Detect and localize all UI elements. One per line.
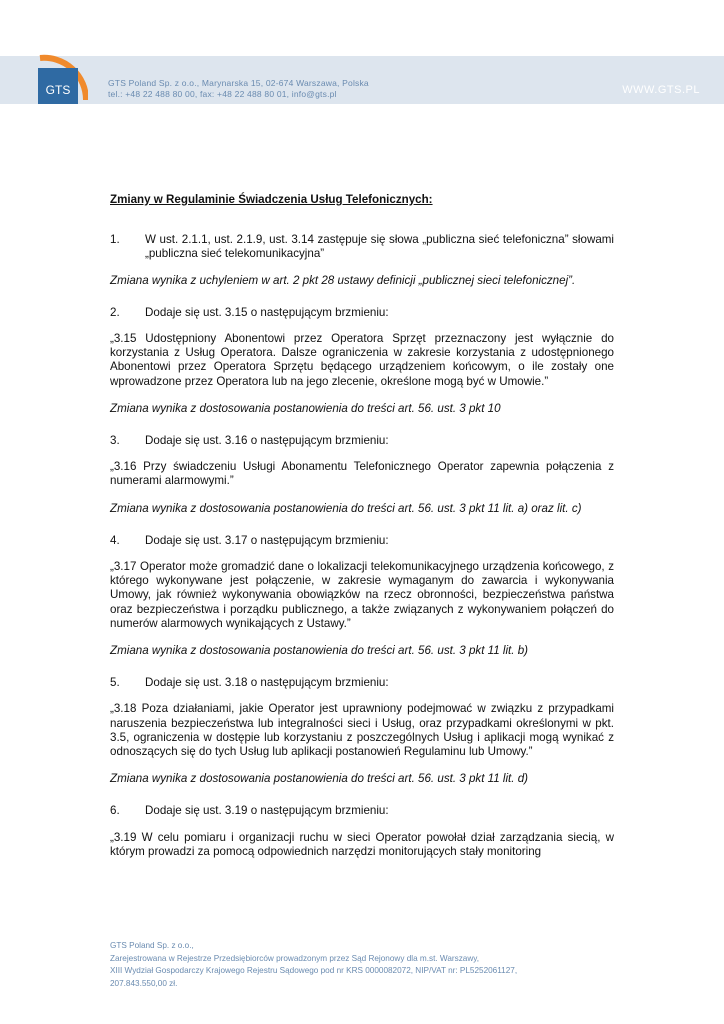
item-quote: „3.17 Operator może gromadzić dane o lokalizacji telekomunikacyjnego urządzenia końcowego, z którego wykonywane jest połączenie, w zakresie wymaganym do zawarcia i wykonywania Umowy, jak również wykonywania obowiązków na rzecz obronności, bezpieczeństwa państwa oraz bezpieczeństwa i porządku publicznego, a także związanych z wykonywaniem połączeń do numerów alarmowych wynikających z Ustawy.” [110,560,614,630]
item-text: Dodaje się ust. 3.18 o następującym brzmieniu: [145,676,389,690]
website-link[interactable]: WWW.GTS.PL [622,84,700,96]
item-note: Zmiana wynika z uchyleniem w art. 2 pkt 28 ustawy definicji „publicznej sieci telefonicznej”. [110,273,576,287]
change-item [110,434,614,516]
footer-company: GTS Poland Sp. z o.o., [110,941,194,950]
item-text: Dodaje się ust. 3.17 o następującym brzmieniu: [145,533,389,547]
item-quote: „3.16 Przy świadczeniu Usługi Abonamentu Telefonicznego Operator zapewnia połączenia z numerami alarmowymi.” [110,460,614,488]
item-number: 4. [110,533,120,547]
page-title: Zmiany w Regulaminie Świadczenia Usług Telefonicznych: [110,193,433,206]
item-heading [110,804,614,818]
item-heading [110,534,614,548]
item-text: Dodaje się ust. 3.15 o następującym brzmieniu: [145,305,389,319]
item-heading [110,306,614,320]
item-number: 1. [110,233,120,247]
item-quote: „3.19 W celu pomiaru i organizacji ruchu w sieci Operator powołał dział zarządzania siecią, w którym prowadzi za pomocą odpowiednich narzędzi monitorujących stały monitoring [110,830,614,858]
footer-krs: XIII Wydział Gospodarczy Krajowego Rejestru Sądowego pod nr KRS 0000082072, NIP/VAT nr: PL5252061127, [110,966,518,976]
item-note: Zmiana wynika z dostosowania postanowienia do treści art. 56. ust. 3 pkt 11 lit. b) [110,644,529,658]
item-heading [110,676,614,690]
item-number: 5. [110,676,120,690]
company-contact: tel.: +48 22 488 80 00, fax: +48 22 488 80 01, info@gts.pl [108,89,337,99]
item-heading [110,233,614,261]
item-quote: „3.18 Poza działaniami, jakie Operator jest uprawniony podejmować w związku z przypadkami naruszenia bezpieczeństwa lub integralności sieci i Usług, oraz przypadkami określonymi w pkt. 3.5, ograniczenia w dostępie lub korzystaniu z poszczególnych Usług i aplikacji mogą wynikać z odnoszących się do tych Usług lub aplikacji postanowień Regulaminu lub Umowy.” [110,702,614,759]
item-text: Dodaje się ust. 3.16 o następującym brzmieniu: [145,434,389,448]
item-text: Dodaje się ust. 3.19 o następującym brzmieniu: [145,804,389,818]
footer [110,940,517,990]
item-text: W ust. 2.1.1, ust. 2.1.9, ust. 3.14 zastępuje się słowa „publiczna sieć telefoniczna” słowami „publiczna sieć telekomunikacyjna” [145,233,614,261]
document-body [110,193,614,872]
company-address: GTS Poland Sp. z o.o., Marynarska 15, 02-674 Warszawa, Polska [108,78,369,88]
item-number: 2. [110,305,120,319]
change-item [110,233,614,288]
item-note: Zmiana wynika z dostosowania postanowienia do treści art. 56. ust. 3 pkt 10 [110,401,501,415]
item-number: 6. [110,804,120,818]
change-item [110,534,614,658]
change-item [110,676,614,786]
gts-logo [38,50,88,104]
item-note: Zmiana wynika z dostosowania postanowienia do treści art. 56. ust. 3 pkt 11 lit. d) [110,772,529,786]
item-heading [110,434,614,448]
item-number: 3. [110,434,120,448]
item-quote: „3.15 Udostępniony Abonentowi przez Operatora Sprzęt przeznaczony jest wyłącznie do korzystania z Usług Operatora. Dalsze ograniczenia w zakresie korzystania z udostępnionego Abonentowi przez Operatora Sprzętu będącego urządzeniem końcowym, o ile zostały one wprowadzone przez Operatora lub na jego zlecenie, określone mogą być w Umowie.” [110,332,614,388]
item-note: Zmiana wynika z dostosowania postanowienia do treści art. 56. ust. 3 pkt 11 lit. a) oraz lit. c) [110,501,582,515]
footer-capital: 207.843.550,00 zł. [110,978,178,988]
logo-text: GTS [45,83,71,97]
change-item [110,804,614,859]
footer-registry: Zarejestrowana w Rejestrze Przedsiębiorców prowadzonym przez Sąd Rejonowy dla m.st. Warszawy, [110,953,480,963]
change-item [110,306,614,416]
